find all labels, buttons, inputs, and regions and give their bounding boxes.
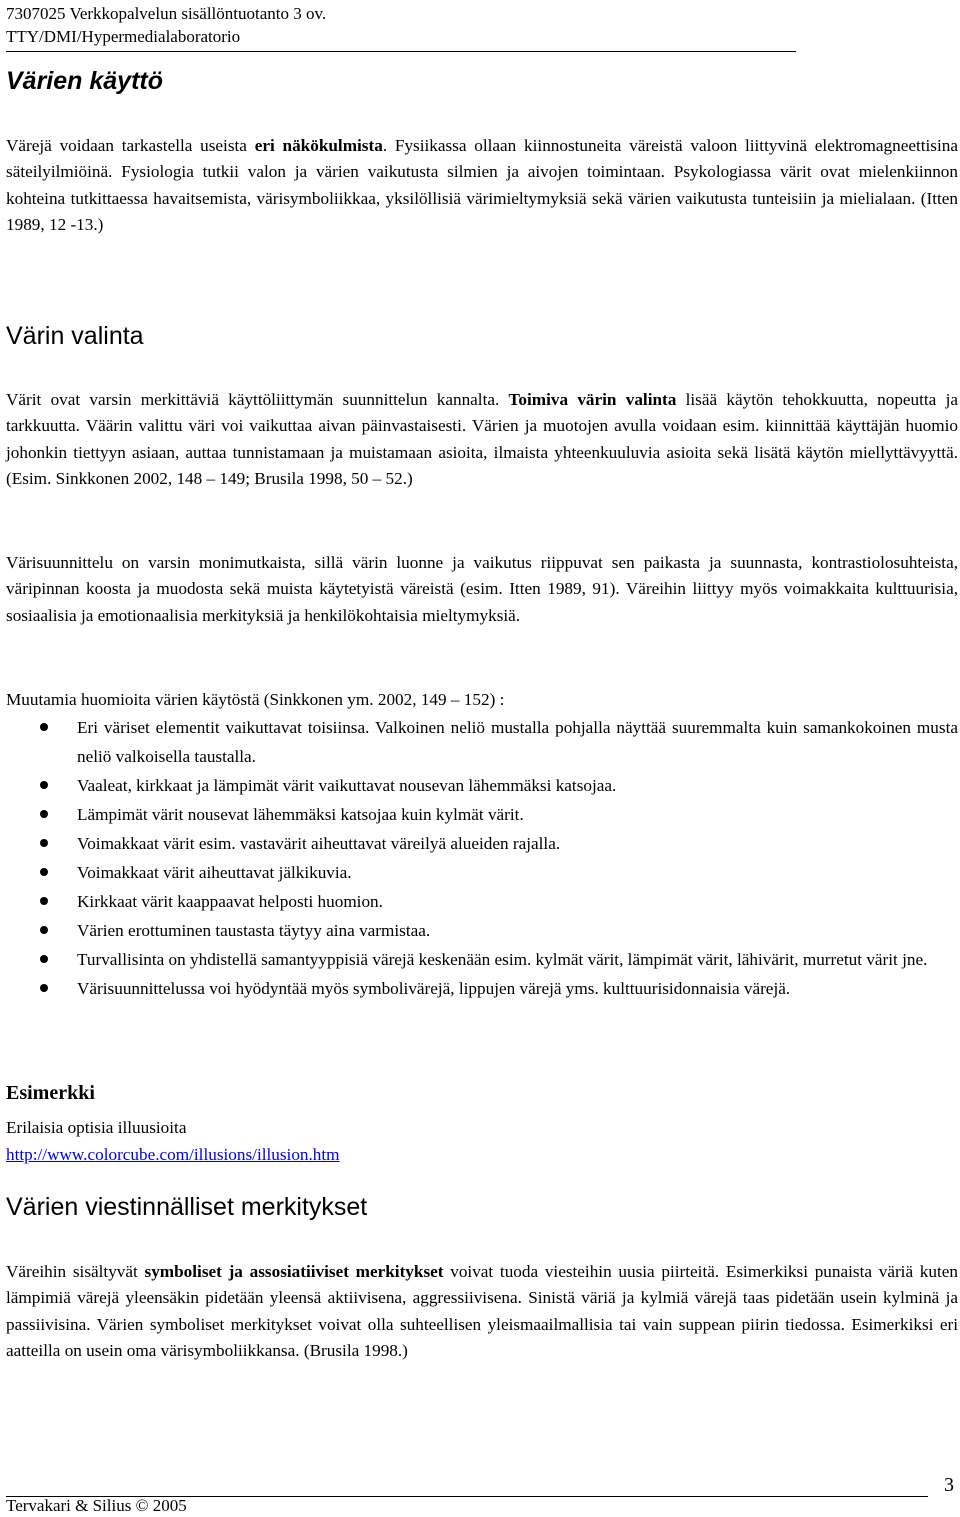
page-header	[6, 2, 326, 48]
bullet-icon	[40, 955, 48, 963]
list-item-text: Värisuunnittelussa voi hyödyntää myös symbolivärejä, lippujen värejä yms. kulttuurisidonnaisia värejä.	[77, 979, 791, 998]
list-item-text: Voimakkaat värit aiheuttavat jälkikuvia.	[77, 863, 352, 882]
colour-design-paragraph: Värisuunnittelu on varsin monimutkaista, sillä värin luonne ja vaikutus riippuvat sen paikasta ja suunnasta, kontrastiolosuhteista, väripinnan koosta ja muodosta sekä muista käytetyistä väreistä (esim. Itten 1989, 91). Väreihin liittyy myös voimakkaita kulttuurisia, sosiaalisia ja emotionaalisia merkityksiä ja henkilökohtaisia mieltymyksiä.	[6, 553, 958, 625]
intro-emphasis: eri näkökulmista	[254, 136, 383, 155]
meanings-text-end: voivat tuoda viesteihin uusia piirteitä. Esimerkiksi punaista väriä kuten lämpimiä värejä yleensäkin pidetään yleensä aktiivisena, aggressiivisena. Sinistä väriä ja kylmiä värejä taas pidetään usein kylminä ja passiivisina. Värien symboliset merkitykset voivat olla suhteellisen yleismaailmallisia tai vain suppean piirin tiedossa. Esimerkiksi eri aatteilla on usein oma värisymboliikkansa. (Brusila 1998.)	[6, 1262, 958, 1360]
page-number: 3	[944, 1474, 954, 1496]
intro-text-start: Värejä voidaan tarkastella useista	[6, 136, 255, 155]
bullet-icon	[40, 839, 48, 847]
meanings-text-start: Väreihin sisältyvät	[6, 1262, 145, 1281]
list-item	[6, 887, 958, 916]
meanings-emphasis: symboliset ja assosiatiiviset merkitykset	[144, 1262, 444, 1281]
footer-copyright: Tervakari & Silius © 2005	[6, 1496, 187, 1515]
colour-observations-list	[6, 713, 958, 1003]
header-course-line: 7307025 Verkkopalvelun sisällöntuotanto 3 ov.	[6, 4, 327, 23]
section-title-colour-choice: Värin valinta	[6, 322, 144, 350]
list-item-text: Kirkkaat värit kaappaavat helposti huomion.	[77, 892, 383, 911]
list-item-text: Voimakkaat värit esim. vastavärit aiheuttavat väreilyä alueiden rajalla.	[77, 834, 561, 853]
list-item	[6, 858, 958, 887]
list-item-text: Vaaleat, kirkkaat ja lämpimät värit vaikuttavat nousevan lähemmäksi katsojaa.	[77, 776, 617, 795]
intro-text-end: . Fysiikassa ollaan kiinnostuneita väreistä valoon liittyvinä elektromagneettisina säteilyilmiöinä. Fysiologia tutkii valon ja värien vaikutusta silmien ja aivojen toimintaan. Psykologiassa värit ovat mielenkiinnon kohteina tutkittaessa havaitsemista, värisymboliikkaa, yksilöllisiä värimieltymyksiä sekä värien vaikutusta tunteisiin ja mielialaan. (Itten 1989, 12 -13.)	[6, 136, 958, 234]
bullet-icon	[40, 984, 48, 992]
section-title-colour-use: Värien käyttö	[6, 67, 164, 95]
bullet-icon	[40, 897, 48, 905]
list-item	[6, 800, 958, 829]
list-item	[6, 829, 958, 858]
list-item-text: Turvallisinta on yhdistellä samantyyppisiä värejä keskenään esim. kylmät värit, lämpimät värit, lähivärit, murretut värit jne.	[77, 950, 928, 969]
bullet-icon	[40, 868, 48, 876]
list-item-text: Lämpimät värit nousevat lähemmäksi katsojaa kuin kylmät värit.	[77, 805, 524, 824]
colour-choice-emphasis: Toimiva värin valinta	[508, 390, 677, 409]
list-item	[6, 713, 958, 771]
intro-paragraph	[6, 133, 958, 238]
bullet-icon	[40, 926, 48, 934]
list-item-text: Värien erottuminen taustasta täytyy aina varmistaa.	[77, 921, 431, 940]
list-item	[6, 974, 958, 1003]
examples-text: Erilaisia optisia illuusioita	[6, 1118, 187, 1137]
list-item	[6, 771, 958, 800]
bullet-icon	[40, 810, 48, 818]
header-divider	[6, 51, 796, 52]
colour-meanings-paragraph	[6, 1259, 958, 1364]
examples-link-line	[6, 1142, 958, 1168]
illusions-link[interactable]: http://www.colorcube.com/illusions/illusion.htm	[6, 1145, 340, 1164]
list-intro: Muutamia huomioita värien käytöstä (Sinkkonen ym. 2002, 149 – 152) :	[6, 690, 505, 709]
colour-choice-text-start: Värit ovat varsin merkittäviä käyttöliittymän suunnittelun kannalta.	[6, 390, 509, 409]
bullet-icon	[40, 723, 48, 731]
header-department-line: TTY/DMI/Hypermedialaboratorio	[6, 27, 241, 46]
bullet-icon	[40, 781, 48, 789]
list-item-text: Eri väriset elementit vaikuttavat toisiinsa. Valkoinen neliö mustalla pohjalla näyttää suuremmalta kuin samankokoinen musta neliö valkoisella taustalla.	[77, 718, 958, 766]
examples-heading: Esimerkki	[6, 1082, 95, 1104]
section-title-colour-meanings: Värien viestinnälliset merkitykset	[6, 1193, 368, 1221]
list-item	[6, 916, 958, 945]
colour-choice-text-end: lisää käytön tehokkuutta, nopeutta ja tarkkuutta. Väärin valittu väri voi vaikuttaa aivan päinvastaisesti. Värien ja muotojen avulla voidaan esim. kiinnittää käyttäjän huomio johonkin tiettyyn asiaan, auttaa tunnistamaan ja muistamaan asioita, ilmaista yhteenkuuluvia asioita sekä lisätä käytön miellyttävyyttä. (Esim. Sinkkonen 2002, 148 – 149; Brusila 1998, 50 – 52.)	[6, 390, 958, 488]
colour-choice-paragraph	[6, 387, 958, 492]
list-item	[6, 945, 958, 974]
